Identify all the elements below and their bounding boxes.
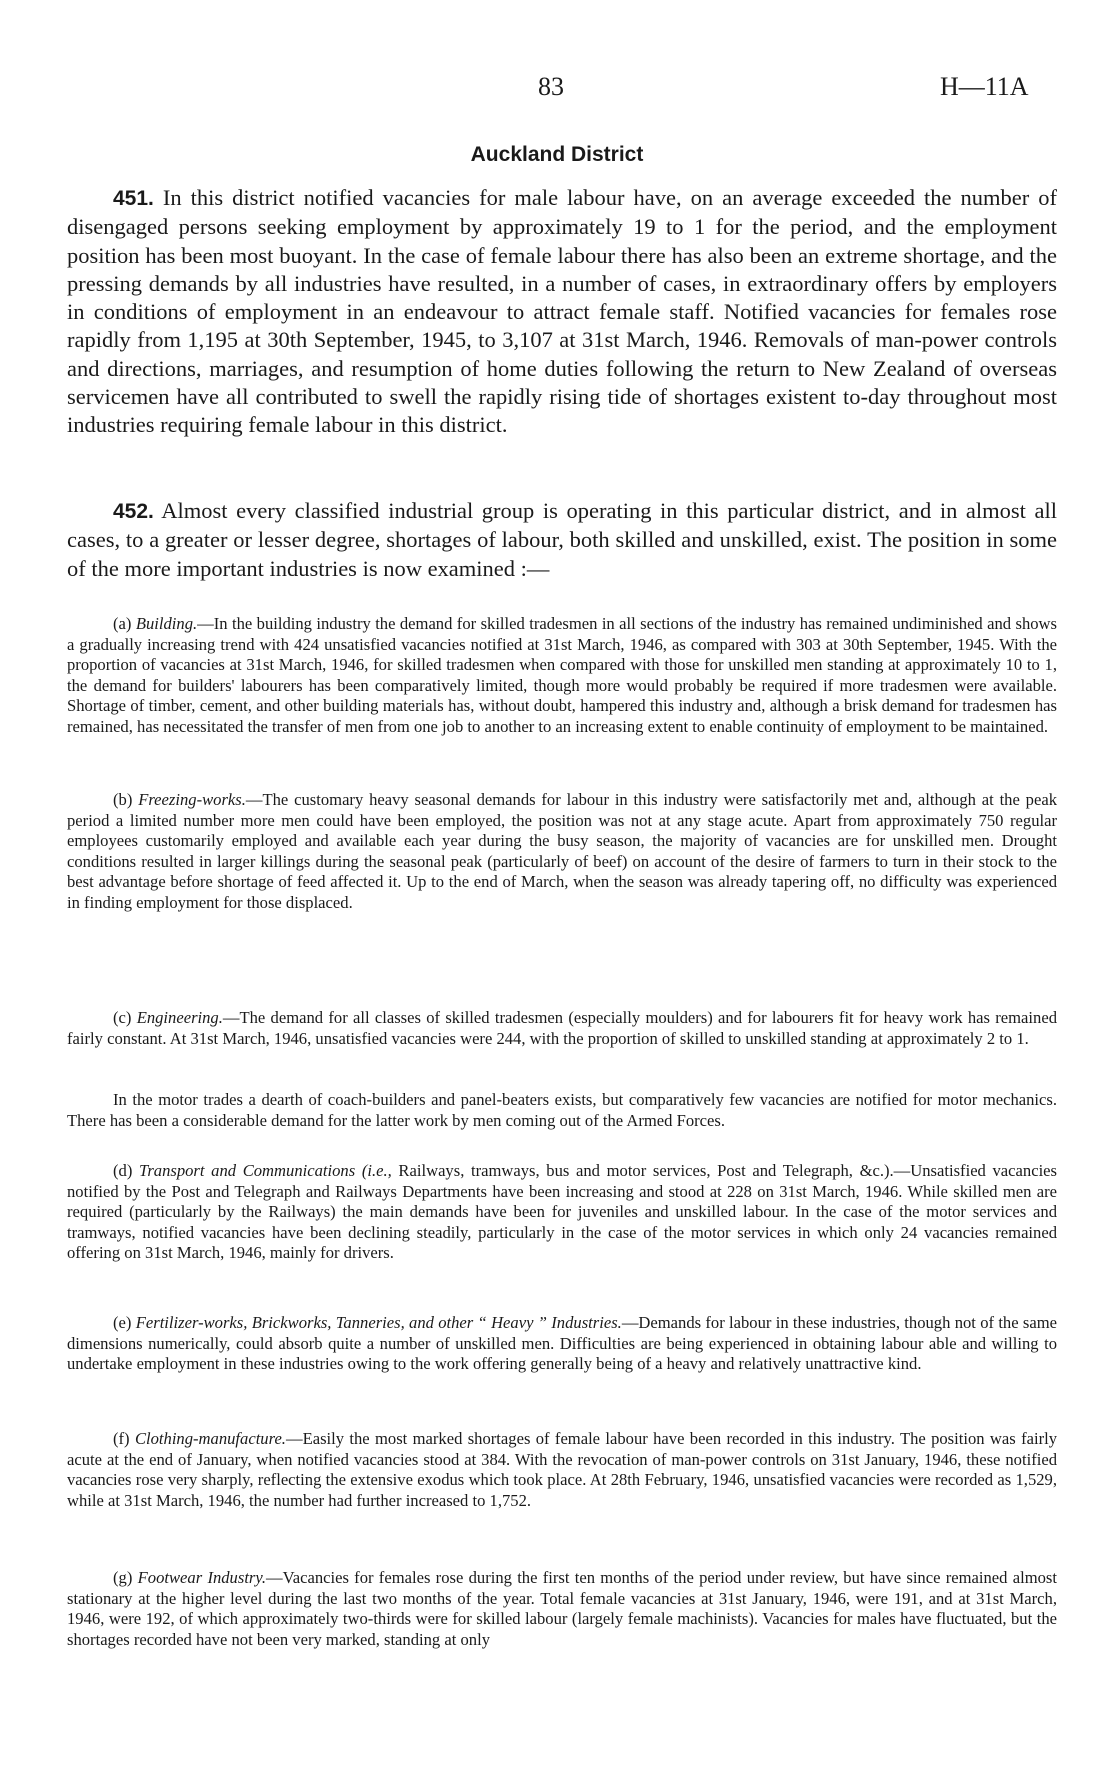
section-ie: (i.e., [361, 1161, 392, 1180]
section-text: Railways, tramways, bus and motor services, Post and Telegraph, &c.).—Unsatisfied vacancies notified by the Post and Telegraph and Railways Departments have been increasing and stood at 228 on 31st March, 1946. While skilled men are required (particularly by the Railways) the main demands have been for juveniles and unskilled labour. In the case of the motor services and tramways, notified vacancies have been declining steadily, particularly in the case of the motor services in which only 24 vacancies remained offering on 31st March, 1946, mainly for drivers. [67, 1161, 1057, 1263]
section-a-building [67, 614, 1057, 738]
paragraph-452 [67, 497, 1057, 583]
page-number: 83 [538, 72, 564, 101]
section-heading: Clothing-manufacture. [134, 1429, 286, 1448]
section-g-footwear [67, 1568, 1057, 1650]
section-text: —The customary heavy seasonal demands for labour in this industry were satisfactorily met and, although at the peak period a limited number more men could have been employed, the position was not at any stage acute. Apart from approximately 750 regular employees customarily employed and available each year during the busy season, the majority of vacancies are for unskilled men. Drought conditions resulted in larger killings during the seasonal peak (particularly of beef) on account of the desire of farmers to turn in their stock to the best advantage before shortage of feed affected it. Up to the end of March, when the season was already tapering off, no difficulty was experienced in finding employment for those displaced. [67, 790, 1057, 912]
section-heading: Building. [135, 614, 198, 633]
paragraph-text: Almost every classified industrial group is operating in this particular district, and in almost all cases, to a greater or lesser degree, shortages of labour, both skilled and unskilled, exist. The position in some of the more important industries is now examined :— [67, 498, 1057, 581]
paragraph-451 [67, 184, 1057, 440]
section-heading: Footwear Industry. [137, 1568, 266, 1587]
section-label: (c) [113, 1008, 132, 1027]
section-label: (d) [113, 1161, 133, 1180]
paragraph-number: 451. [113, 187, 154, 210]
section-title: Auckland District [470, 143, 644, 166]
section-c-motor-trades: In the motor trades a dearth of coach-builders and panel-beaters exists, but comparatively few vacancies are notified for motor mechanics. There has been a considerable demand for the latter work by men coming out of the Armed Forces. [67, 1090, 1057, 1130]
section-heading: Freezing-works. [138, 790, 246, 809]
section-label: (b) [113, 790, 133, 809]
section-b-freezing-works [67, 790, 1057, 914]
section-label: (g) [113, 1568, 133, 1587]
paragraph-number: 452. [113, 500, 154, 523]
section-text: —Easily the most marked shortages of female labour have been recorded in this industry. The position was fairly acute at the end of January, when notified vacancies stood at 384. With the revocation of man-power controls on 31st January, 1946, these notified vacancies rose very sharply, reflecting the extensive exodus which took place. At 28th February, 1946, unsatisfied vacancies were recorded as 1,529, while at 31st March, 1946, the number had further increased to 1,752. [67, 1429, 1057, 1510]
section-e-heavy-industries [67, 1313, 1057, 1375]
section-f-clothing [67, 1429, 1057, 1511]
section-text: —In the building industry the demand for skilled tradesmen in all sections of the industry has remained undiminished and shows a gradually increasing trend with 424 unsatisfied vacancies notified at 31st March, 1946, as compared with 303 at 30th September, 1945. With the proportion of vacancies at 31st March, 1946, for skilled tradesmen when compared with those for unskilled men standing at approximately 10 to 1, the demand for builders' labourers has been comparatively limited, though more would probably be required if more tradesmen were available. Shortage of timber, cement, and other building materials has, without doubt, hampered this industry and, although a brisk demand for tradesmen has remained, has necessitated the transfer of men from one job to another to an increasing extent to enable continuity of employment to be maintained. [67, 614, 1058, 736]
section-heading: Engineering. [136, 1008, 223, 1027]
section-label: (a) [113, 614, 132, 633]
section-label: (f) [113, 1429, 130, 1448]
section-heading: Transport and Communications [139, 1161, 356, 1180]
section-text: —Vacancies for females rose during the first ten months of the period under review, but have since remained almost stationary at the higher level during the last two months of the year. Total female vacancies at 31st January, 1946, were 191, and at 31st March, 1946, were 192, of which approximately two-thirds were for skilled labour (largely female machinists). Vacancies for males have fluctuated, but the shortages recorded have not been very marked, standing at only [67, 1568, 1057, 1649]
section-text: —Demands for labour in these industries, though not of the same dimensions numerically, could absorb quite a number of unskilled men. Difficulties are being experienced in obtaining labour able and willing to undertake employment in these industries owing to the work offering generally being of a heavy and relatively unattractive kind. [67, 1313, 1057, 1374]
section-label: (e) [113, 1313, 132, 1332]
section-text: —The demand for all classes of skilled tradesmen (especially moulders) and for labourers fit for heavy work has remained fairly constant. At 31st March, 1946, unsatisfied vacancies were 244, with the proportion of skilled to unskilled standing at approximately 2 to 1. [67, 1008, 1057, 1048]
document-code: H—11A [940, 72, 1029, 101]
section-d-transport [67, 1161, 1057, 1264]
paragraph-text: In this district notified vacancies for male labour have, on an average exceeded the number of disengaged persons seeking employment by approximately 19 to 1 for the period, and the employment position has been most buoyant. In the case of female labour there has also been an extreme shortage, and the pressing demands by all industries have resulted, in a number of cases, in extraordinary offers by employers in conditions of employment in an endeavour to attract female staff. Notified vacancies for females rose rapidly from 1,195 at 30th September, 1945, to 3,107 at 31st March, 1946. Removals of man-power controls and directions, marriages, and resumption of home duties following the return to New Zealand of overseas servicemen have all contributed to swell the rapidly rising tide of shortages existent to-day throughout most industries requiring female labour in this district. [67, 185, 1058, 438]
section-c-engineering [67, 1008, 1057, 1049]
section-heading: Fertilizer-works, Brickworks, Tanneries, and other “ Heavy ” Industries. [135, 1313, 622, 1332]
